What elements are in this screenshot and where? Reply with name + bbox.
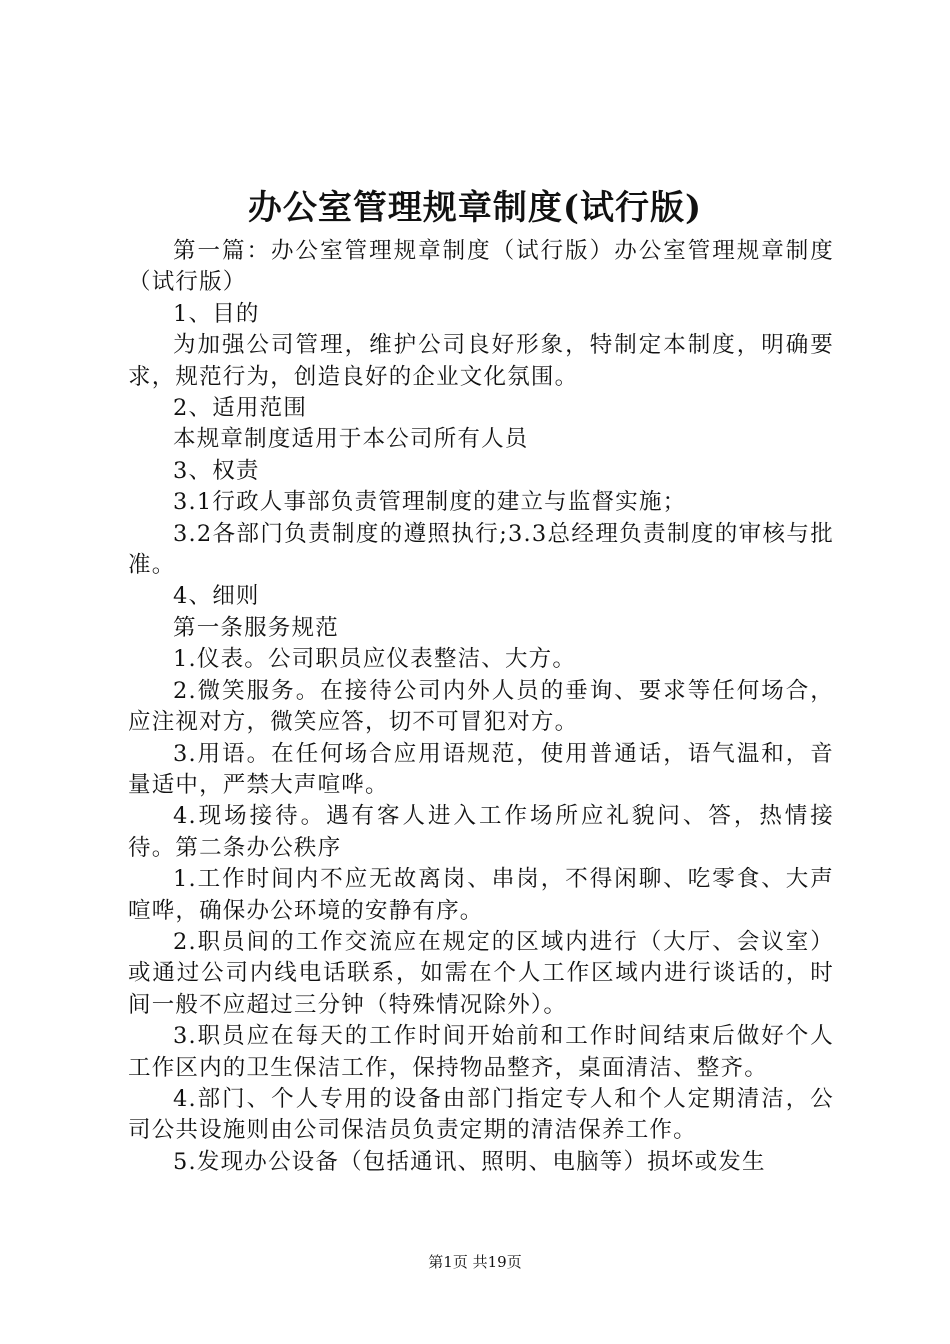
paragraph: 为加强公司管理，维护公司良好形象，特制定本制度，明确要求，规范行为，创造良好的企业文化氛围。 [128,332,834,390]
paragraph: 3.1行政人事部负责管理制度的建立与监督实施； [173,489,687,516]
paragraph: 3、权责 [173,457,260,484]
paragraph: 本规章制度适用于本公司所有人员 [173,426,529,453]
paragraph: 1、目的 [173,300,260,327]
document-body [128,236,834,1178]
paragraph: 2.微笑服务。在接待公司内外人员的垂询、要求等任何场合，应注视对方，微笑应答，切不可冒犯对方。 [128,677,834,736]
paragraph: 3.2各部门负责制度的遵照执行;3.3总经理负责制度的审核与批准。 [128,520,834,579]
page-indicator: 第1页 共19页 [428,1253,522,1271]
paragraph: 3.职员应在每天的工作时间开始前和工作时间结束后做好个人工作区内的卫生保洁工作，保持物品整齐，桌面清洁、整齐。 [128,1023,834,1081]
paragraph: 4.部门、个人专用的设备由部门指定专人和个人定期清洁，公司公共设施则由公司保洁员负责定期的清洁保养工作。 [128,1085,834,1144]
paragraph: 第一条服务规范 [173,614,339,641]
paragraph: 4、细则 [173,583,260,610]
paragraph: 1.仪表。公司职员应仪表整洁、大方。 [173,646,577,673]
paragraph: 2、适用范围 [173,395,308,422]
paragraph: 1.工作时间内不应无故离岗、串岗，不得闲聊、吃零食、大声喧哗，确保办公环境的安静有序。 [128,866,834,924]
paragraph: 第一篇：办公室管理规章制度（试行版）办公室管理规章制度（试行版） [128,238,834,296]
paragraph: 2.职员间的工作交流应在规定的区域内进行（大厅、会议室）或通过公司内线电话联系，如需在个人工作区域内进行谈话的，时间一般不应超过三分钟（特殊情况除外）。 [128,928,834,1018]
document-title: 办公室管理规章制度(试行版) [247,188,703,228]
paragraph: 5.发现办公设备（包括通讯、照明、电脑等）损坏或发生 [173,1148,766,1175]
paragraph: 3.用语。在任何场合应用语规范，使用普通话，语气温和，音量适中，严禁大声喧哗。 [128,740,834,798]
paragraph: 4.现场接待。遇有客人进入工作场所应礼貌问、答，热情接待。第二条办公秩序 [128,803,834,861]
